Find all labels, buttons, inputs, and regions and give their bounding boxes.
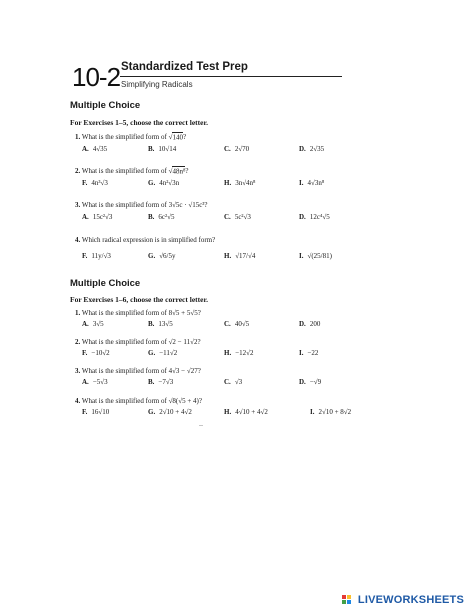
option-1-2-h[interactable]: H. 3n√4n⁸ xyxy=(224,179,256,187)
header-divider xyxy=(120,76,342,77)
option-1-1-c[interactable]: C. 2√70 xyxy=(224,145,250,153)
question-2-3: 3. What is the simplified form of 4√3 − √27? xyxy=(75,367,201,375)
option-1-1-a[interactable]: A. 4√35 xyxy=(82,145,108,153)
option-2-1-b[interactable]: B. 13√5 xyxy=(148,320,173,328)
option-2-2-f[interactable]: F. −10√2 xyxy=(82,349,110,357)
lesson-number: 10-2 xyxy=(72,62,121,92)
question-1-2: 2. What is the simplified form of √48n⁸? xyxy=(75,167,189,175)
page-title: Standardized Test Prep xyxy=(121,61,248,73)
option-1-4-h[interactable]: H. √17/√4 xyxy=(224,252,256,260)
question-1-3: 3. What is the simplified form of 3√5c · √15c³? xyxy=(75,201,208,209)
option-1-4-i[interactable]: I. √(25/81) xyxy=(299,252,332,260)
option-2-3-b[interactable]: B. −7√3 xyxy=(148,378,174,386)
option-2-3-a[interactable]: A. −5√3 xyxy=(82,378,108,386)
option-1-3-d[interactable]: D. 12c⁴√5 xyxy=(299,213,330,221)
option-1-3-b[interactable]: B. 6c²√5 xyxy=(148,213,175,221)
liveworksheets-logo[interactable] xyxy=(342,594,464,606)
option-2-4-f[interactable]: F. 16√10 xyxy=(82,408,110,416)
question-2-4: 4. What is the simplified form of √8(√5 + 4)? xyxy=(75,397,202,405)
option-1-4-f[interactable]: F. 11y/√3 xyxy=(82,252,111,260)
section1-heading: Multiple Choice xyxy=(70,100,141,111)
option-1-1-d[interactable]: D. 2√35 xyxy=(299,145,325,153)
question-2-1: 1. What is the simplified form of 8√5 + 5√5? xyxy=(75,309,201,317)
option-2-4-i[interactable]: I. 2√10 + 8√2 xyxy=(310,408,352,416)
option-2-1-d[interactable]: D. 200 xyxy=(299,320,321,328)
option-2-2-i[interactable]: I. −22 xyxy=(299,349,319,357)
option-2-4-g[interactable]: G. 2√10 + 4√2 xyxy=(148,408,192,416)
brand-name: LIVEWORKSHEETS xyxy=(357,594,464,606)
option-1-2-i[interactable]: I. 4√3n⁸ xyxy=(299,179,325,187)
option-2-2-g[interactable]: G. −11√2 xyxy=(148,349,178,357)
question-2-2: 2. What is the simplified form of √2 − 11√2? xyxy=(75,338,201,346)
question-1-4: 4. Which radical expression is in simplified form? xyxy=(75,236,216,244)
option-1-3-c[interactable]: C. 5c²√3 xyxy=(224,213,251,221)
option-2-1-c[interactable]: C. 40√5 xyxy=(224,320,250,328)
option-1-4-g[interactable]: G. √6/5y xyxy=(148,252,176,260)
option-1-1-b[interactable]: B. 10√14 xyxy=(148,145,177,153)
section1-instructions: For Exercises 1–5, choose the correct letter. xyxy=(70,118,209,127)
question-1-1: 1. What is the simplified form of √140? xyxy=(75,133,187,141)
section2-instructions: For Exercises 1–6, choose the correct letter. xyxy=(70,295,209,304)
option-1-2-g[interactable]: G. 4n²√3n xyxy=(148,179,180,187)
section2-heading: Multiple Choice xyxy=(70,278,141,289)
option-2-3-d[interactable]: D. −√9 xyxy=(299,378,322,386)
option-1-2-f[interactable]: F. 4n³√3 xyxy=(82,179,108,187)
liveworksheets-mark-icon xyxy=(342,595,355,606)
page-mark: -- xyxy=(199,423,203,429)
option-2-4-h[interactable]: H. 4√10 + 4√2 xyxy=(224,408,268,416)
page-subtitle: Simplifying Radicals xyxy=(121,80,193,89)
option-2-1-a[interactable]: A. 3√5 xyxy=(82,320,104,328)
option-2-2-h[interactable]: H. −12√2 xyxy=(224,349,254,357)
option-2-3-c[interactable]: C. √3 xyxy=(224,378,243,386)
option-1-3-a[interactable]: A. 15c²√3 xyxy=(82,213,113,221)
